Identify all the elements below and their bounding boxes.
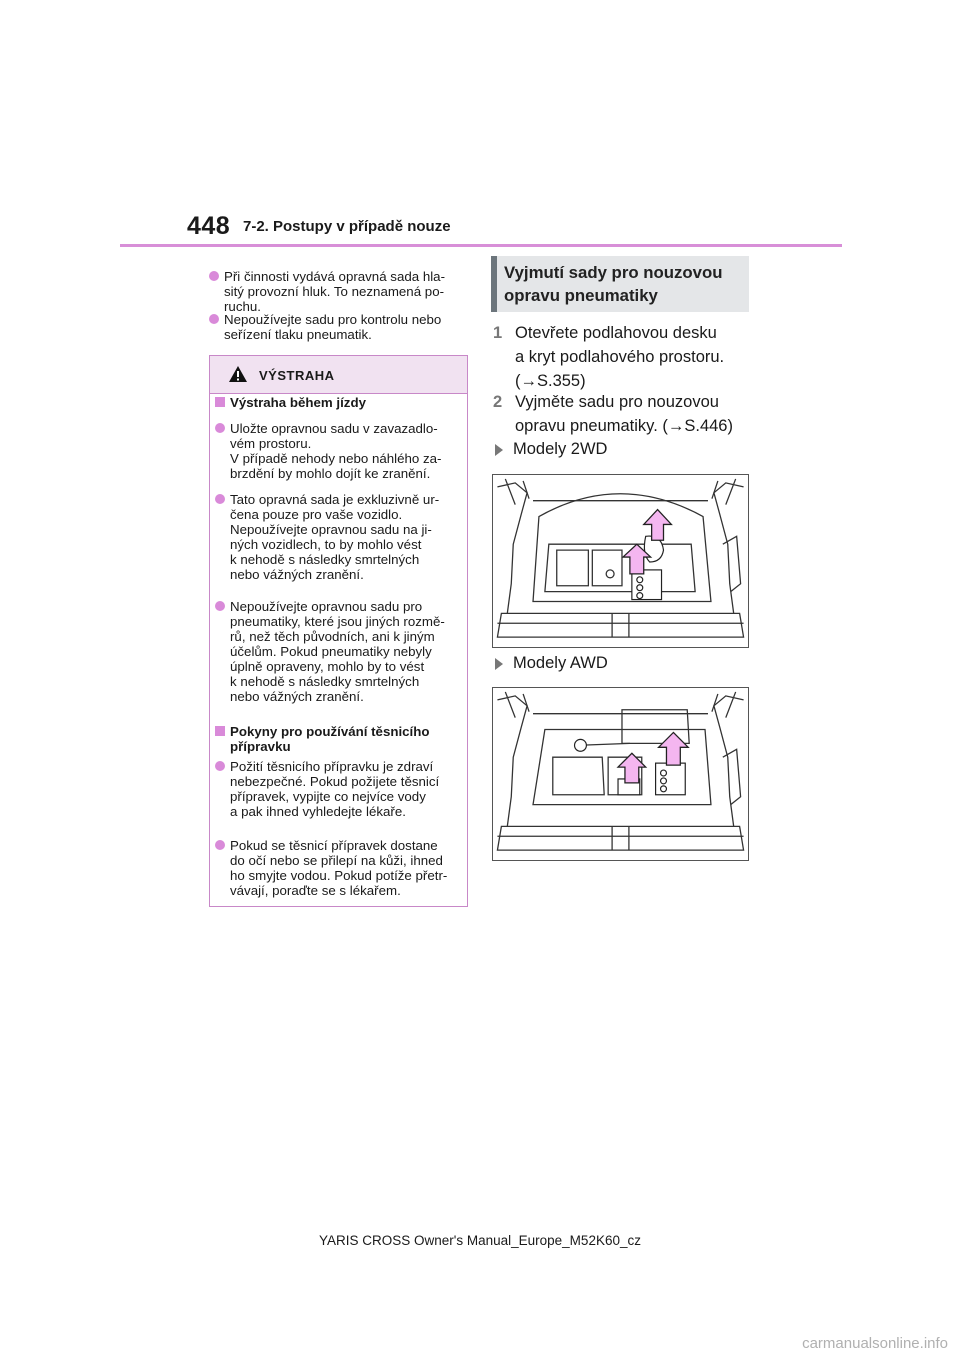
- warning-item: Tato opravná sada je exkluzivně ur- čena pouze pro vaše vozidlo. Nepoužívejte opravnou sadu na ji- ných vozidlech, to by mohlo vést k nehodě s následky smrtelných nebo vážných zranění.: [215, 492, 463, 582]
- trunk-illustration-2wd: [492, 474, 749, 648]
- warning-section-heading: Výstraha během jízdy: [215, 395, 463, 410]
- bullet-square-icon: [215, 397, 225, 407]
- warning-title: VÝSTRAHA: [259, 368, 335, 383]
- section-title: 7-2. Postupy v případě nouze: [243, 218, 451, 235]
- bullet-dot-icon: [215, 494, 225, 504]
- warning-header: [210, 356, 467, 393]
- bullet-dot-icon: [209, 314, 219, 324]
- step-number: 2: [493, 393, 503, 411]
- note-item: [209, 269, 471, 314]
- warning-item: Pokud se těsnicí přípravek dostane do očí nebo se přilepí na kůži, ihned ho smyjte vodou. Pokud potíže přetr- vávají, poraďte se s lékařem.: [215, 838, 463, 898]
- page-footer: YARIS CROSS Owner's Manual_Europe_M52K60_cz: [319, 1233, 641, 1248]
- step-text: Otevřete podlahovou desku a kryt podlahového prostoru. (→S.355): [515, 324, 725, 390]
- bullet-dot-icon: [215, 840, 225, 850]
- bullet-dot-icon: [215, 423, 225, 433]
- step-item: [493, 321, 753, 393]
- triangle-bullet-icon: [495, 444, 503, 456]
- watermark: carmanualsonline.info: [802, 1335, 948, 1352]
- warning-triangle-icon: [228, 365, 248, 383]
- warning-item: Požití těsnicího přípravku je zdraví nebezpečné. Pokud požijete těsnicí přípravek, vypijte co nejvíce vody a pak ihned vyhledejte lékaře.: [215, 759, 463, 819]
- bullet-square-icon: [215, 726, 225, 736]
- bullet-dot-icon: [209, 271, 219, 281]
- step-number: 1: [493, 324, 503, 342]
- warning-item: Uložte opravnou sadu v zavazadlo- vém prostoru. V případě nehody nebo náhlého za- brzdění by mohlo dojít ke zranění.: [215, 421, 463, 481]
- bullet-dot-icon: [215, 601, 225, 611]
- section-heading-bar: [491, 256, 497, 312]
- step-text: Vyjměte sadu pro nouzovou opravu pneumatiky. (→S.446): [515, 393, 733, 435]
- header-divider: [120, 244, 842, 247]
- warning-box: [209, 355, 468, 907]
- triangle-bullet-icon: [495, 658, 503, 670]
- note-text: Nepoužívejte sadu pro kontrolu nebo seřízení tlaku pneumatik.: [224, 312, 442, 342]
- section-heading: Vyjmutí sady pro nouzovou opravu pneumatiky: [504, 263, 723, 305]
- trunk-illustration-awd: [492, 687, 749, 861]
- step-item: [493, 390, 753, 438]
- model-label: Modely AWD: [495, 654, 608, 673]
- page-number: 448: [187, 212, 231, 240]
- model-label: Modely 2WD: [495, 440, 607, 459]
- warning-divider: [210, 393, 467, 394]
- bullet-dot-icon: [215, 761, 225, 771]
- note-text: Při činnosti vydává opravná sada hla- sitý provozní hluk. To neznamená po- ruchu.: [224, 269, 445, 314]
- warning-item: Nepoužívejte opravnou sadu pro pneumatiky, které jsou jiných rozmě- rů, než těch původních, ani k jiným účelům. Pokud pneumatiky nebyly úplně opraveny, mohlo by to vést k nehodě s následky smrtelných nebo vážných zranění.: [215, 599, 463, 704]
- warning-section-heading: Pokyny pro používání těsnicího přípravku: [215, 724, 463, 754]
- note-item: [209, 312, 471, 342]
